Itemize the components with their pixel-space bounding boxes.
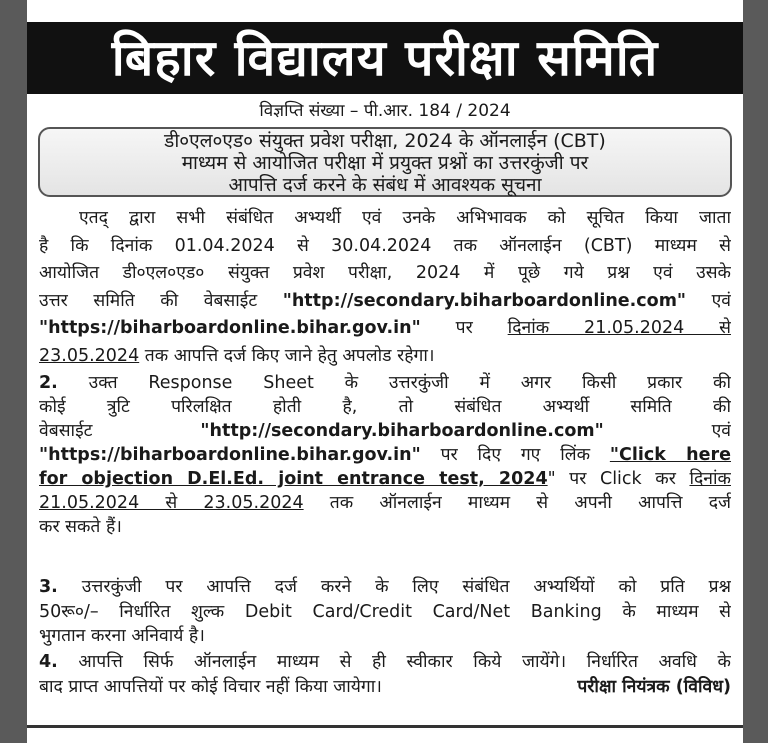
item-number: 3. [39, 577, 58, 597]
text: " पर Click कर [547, 469, 690, 489]
text: पर [420, 318, 508, 338]
text-line: है कि दिनांक 01.04.2024 से 30.04.2024 तक ऑनलाईन (CBT) माध्यम से [39, 235, 731, 256]
website-url-1: "http://secondary.biharboardonline.com" [200, 421, 604, 441]
paragraph-3 [39, 575, 731, 649]
notice-number: विज्ञप्ति संख्या – पी.आर. 184 / 2024 [259, 101, 511, 121]
text-line: आयोजित डी०एल०एड० संयुक्त प्रवेश परीक्षा, 2024 में पूछे गये प्रश्न एवं उसके [39, 263, 731, 283]
text: पर दिए गए लिंक [420, 445, 610, 465]
text-line [39, 575, 731, 600]
item-number: 4. [39, 652, 58, 672]
objection-link-label: for objection D.El.Ed. joint entrance test, 2024 [39, 469, 548, 489]
text-line [39, 315, 731, 343]
text-line: भुगतान करना अनिवार्य है। [39, 626, 205, 646]
text-line [39, 443, 731, 467]
subject-line: डी०एल०एड० संयुक्त प्रवेश परीक्षा, 2024 के ऑनलाईन (CBT) [164, 130, 606, 152]
subject-line: आपत्ति दर्ज करने के संबंध में आवश्यक सूचना [228, 174, 542, 196]
text: उत्तर समिति की वेबसाईट [39, 290, 283, 311]
item-number: 2. [39, 373, 58, 393]
text-line [39, 650, 731, 675]
text: आपत्ति सिर्फ ऑनलाईन माध्यम से ही स्वीकार किये जायेंगे। निर्धारित अवधि के [57, 652, 731, 672]
text: वेबसाईट [39, 421, 201, 441]
date-label: दिनांक [689, 469, 731, 489]
background-left [0, 0, 27, 743]
text-line: 50रू०/– निर्धारित शुल्क Debit Card/Credit Card/Net Banking के माध्यम से [39, 601, 731, 622]
signatory: परीक्षा नियंत्रक (विविध) [577, 677, 731, 697]
notice-document [27, 0, 743, 728]
background-right [743, 0, 768, 743]
text-line [39, 675, 731, 700]
text: तक ऑनलाईन माध्यम से अपनी आपत्ति दर्ज [303, 493, 731, 513]
text: उत्तरकुंजी पर आपत्ति दर्ज करने के लिए संबंधित अभ्यर्थियों को प्रति प्रश्न [57, 577, 731, 597]
website-url-2: "https://biharboardonline.bihar.gov.in" [39, 445, 421, 465]
text-line [39, 371, 731, 395]
text-line [39, 288, 731, 316]
paragraph-2 [39, 371, 731, 539]
text: बाद प्राप्त आपत्तियों पर कोई विचार नहीं किया जायेगा। [39, 677, 382, 697]
text: एवं [686, 290, 731, 311]
objection-end-date: 23.05.2024 [39, 345, 140, 366]
objection-date-range: 21.05.2024 से 23.05.2024 [39, 493, 304, 513]
objection-link-label: "Click here [609, 445, 731, 465]
text-line: कर सकते हैं। [39, 517, 122, 537]
text: उक्त Response Sheet के उत्तरकुंजी में अगर किसी प्रकार की [57, 373, 731, 393]
text-line [39, 491, 731, 515]
paragraph-1 [39, 205, 731, 370]
board-title: बिहार विद्यालय परीक्षा समिति [27, 22, 743, 94]
subject-box [38, 127, 732, 197]
website-url-1: "http://secondary.biharboardonline.com" [282, 290, 687, 311]
text-line: कोई त्रुटि परिलक्षित होती है, तो संबंधित अभ्यर्थी समिति की [39, 397, 731, 417]
text-line [39, 343, 731, 371]
website-url-2: "https://biharboardonline.bihar.gov.in" [39, 318, 421, 338]
subject-line: माध्यम से आयोजित परीक्षा में प्रयुक्त प्रश्नों का उत्तरकुंजी पर [181, 152, 589, 174]
text-line [39, 467, 731, 491]
text: एवं [603, 421, 731, 441]
objection-date-range: दिनांक 21.05.2024 से [507, 318, 731, 338]
text-line [39, 419, 731, 443]
paragraph-4 [39, 650, 731, 700]
text-line: एतद् द्वारा सभी संबंधित अभ्यर्थी एवं उनके अभिभावक को सूचित किया जाता [79, 208, 731, 228]
text: तक आपत्ति दर्ज किए जाने हेतु अपलोड रहेगा। [139, 345, 435, 366]
